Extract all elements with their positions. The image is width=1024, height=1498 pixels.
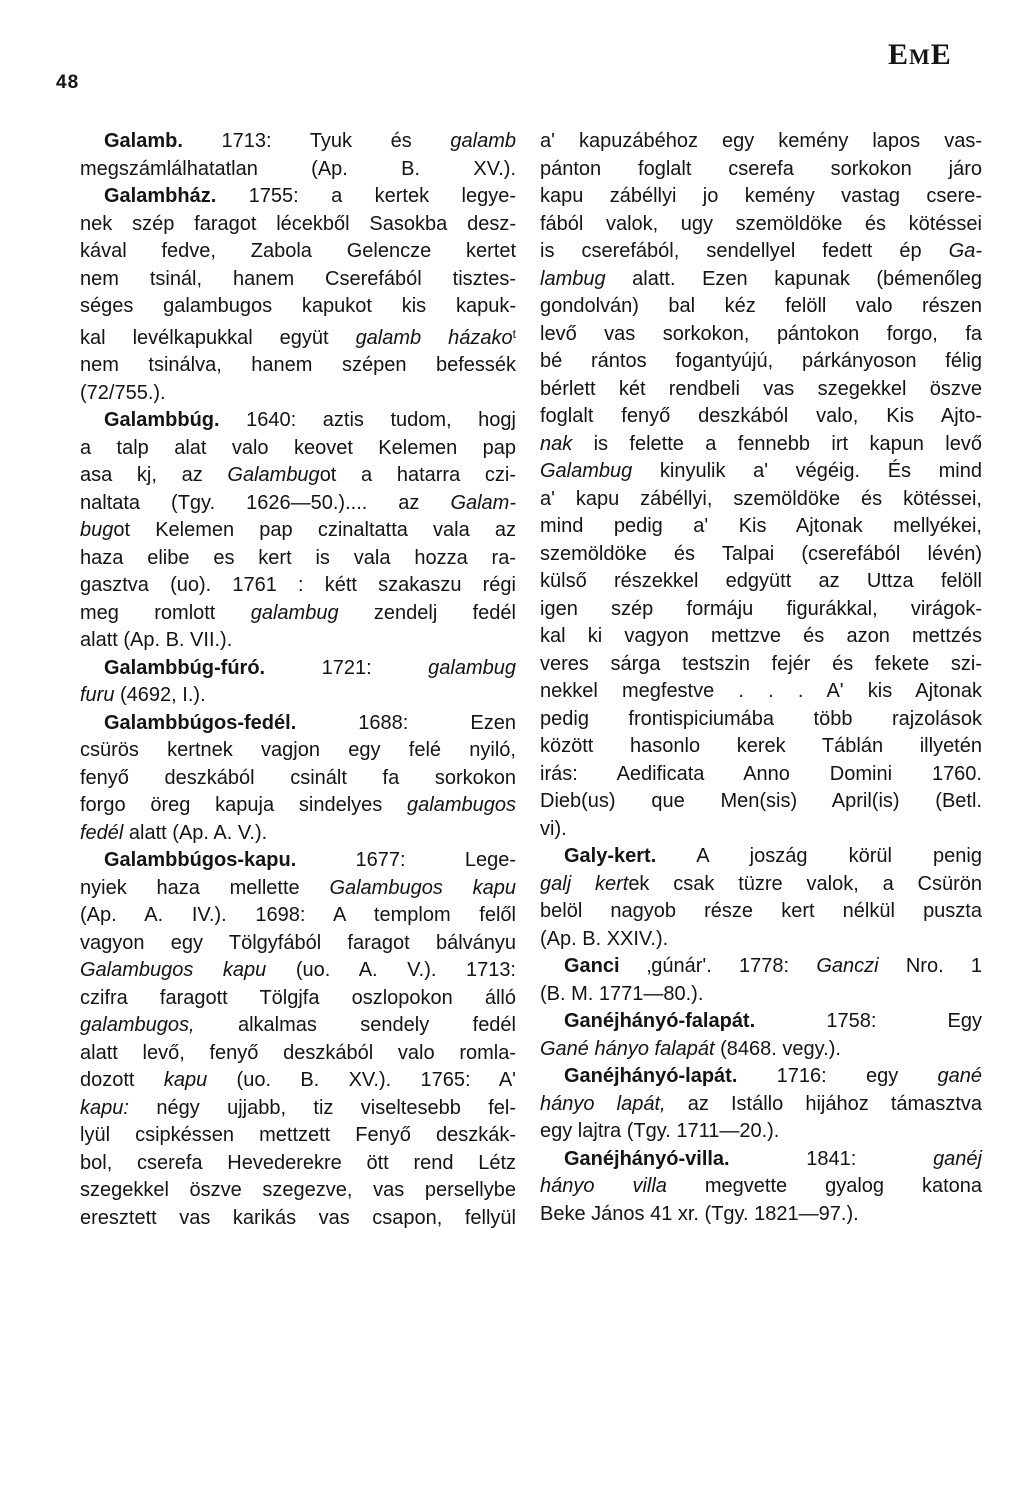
text-line [80,1177,516,1205]
page-number: 48 [56,72,80,93]
italic-term: bug [80,519,114,541]
text-run: is felette a fennebb irt kapun levő [572,432,982,455]
italic-term: galambug [428,656,516,679]
text-line [540,541,982,569]
text-run: eresztett vas karikás vas csapon, fellyül [80,1206,516,1229]
text-line [540,1173,982,1201]
italic-term: galambug [250,601,339,624]
text-line [540,376,982,404]
text-run: is cserefából, sendellyel fedett ép [540,240,949,262]
text-run: (B. M. 1771—80.). [540,982,704,1005]
text-run: meg romlott [80,601,251,624]
entry-line [540,1063,982,1091]
text-run: (4692, I.). [114,684,206,706]
left-column [80,128,516,1232]
text-line [540,1118,982,1146]
text-run: zendelj fedél [338,601,516,624]
headword: Ganéjhányó-lapát. [564,1065,738,1087]
text-run: lyül csipkéssen mettzett Fenyő deszkák- [80,1124,516,1146]
text-line [80,820,516,848]
text-run: asa kj, az [80,464,228,486]
italic-term: kapu [163,1069,208,1091]
text-line [540,486,982,514]
text-run: belöl nagyob része kert nélkül puszta [540,900,982,922]
text-line [540,128,982,156]
text-line [540,431,982,459]
text-run: alatt levő, fenyő deszkából valo romla- [80,1041,516,1064]
italic-term: fedél [80,821,124,844]
text-run: ek csak tüzre valok, a Csürön [628,872,983,895]
text-run: fából valok, ugy szemöldöke és kötéssei [540,212,982,235]
text-run: 1677: Lege- [296,849,516,871]
entry-line [540,1008,982,1036]
italic-term: galamb házako [355,326,513,349]
text-line [540,678,982,706]
text-line [80,985,516,1013]
text-run: megszámlálhatatlan (Ap. B. XV.). [80,157,516,180]
text-run: kal ki vagyon mettzve és azon mettzés [540,625,982,647]
text-run: nem tsinál, hanem Cserefából tisztes- [80,267,516,290]
text-run: nyiek haza mellette [80,876,330,899]
text-line [540,403,982,431]
headword: Galambház. [104,185,217,207]
headword: Ganci [564,955,620,977]
text-run: ot a hatarra czi- [319,464,516,486]
text-run: vagyon egy Tölgyfából faragot bálványu [80,931,516,954]
italic-term: galambugos [407,794,516,816]
entry-line [540,843,982,871]
text-line [80,1040,516,1068]
italic-term: galamb [450,130,516,152]
headword: Galambbúgos-fedél. [104,711,297,734]
entry-line [80,847,516,875]
text-run: a' kapuzábéhoz egy kemény lapos vas- [540,130,982,152]
text-line [540,733,982,761]
text-run: nekkel megfestve . . . A' kis Ajtonak [540,680,982,702]
text-run: séges galambugos kapukot kis kapuk- [80,295,516,317]
text-run: ot Kelemen pap czinaltatta vala az [113,519,516,541]
text-line [540,238,982,266]
text-run: kal levélkapukkal együt [80,326,356,349]
text-run: között hasonlo kerek Táblán illyetén [540,735,982,757]
text-line [80,156,516,184]
text-line [80,792,516,820]
text-line [540,596,982,624]
text-line [540,871,982,899]
text-run: levő vas sorkokon, pántokon forgo, fa [540,322,982,345]
text-line [80,957,516,985]
text-run: Nro. 1 [878,955,982,977]
text-line [80,930,516,958]
text-line [540,266,982,294]
entry-line [80,128,516,156]
text-line [540,321,982,349]
text-line [540,623,982,651]
text-line [540,816,982,844]
superscript: t [512,326,516,341]
text-line [80,1067,516,1095]
italic-term: Galam- [450,491,517,514]
text-line [80,211,516,239]
text-run: (72/755.). [80,381,166,404]
entry-line [80,710,516,738]
text-line [540,183,982,211]
text-run: alatt. Ezen kapunak (bémenőleg [605,267,982,290]
text-line [540,706,982,734]
headword: Ganéjhányó-villa. [564,1147,730,1170]
text-run: az Istállo hijához támasztva [665,1092,982,1115]
text-run: naltata (Tgy. 1626—50.). [80,491,351,514]
italic-term: furu [80,684,115,706]
text-run: (Ap. A. IV.). 1698: A templom felől [80,904,516,926]
running-head-letter: M [909,44,931,69]
text-line [80,765,516,793]
text-run: 1688: Ezen [296,711,516,734]
italic-term: Galambug [227,464,320,486]
text-line [80,737,516,765]
text-run: A joszág körül penig [656,845,982,867]
text-run: szegekkel öszve szegezve, vas persellybe [80,1179,516,1201]
text-run: (8468. vegy.). [714,1037,841,1060]
text-run: csürös kertnek vagjon egy felé nyiló, [80,739,516,761]
entry-line [80,655,516,683]
text-run: veres sárga testszin fejér és fekete szi- [540,652,982,675]
text-run: alkalmas sendely fedél [194,1014,516,1036]
entry-line [80,407,516,435]
text-run: (Ap. B. XXIV.). [540,927,669,950]
text-run: 1713: Tyuk és [182,130,451,152]
running-head-letter: E [888,38,910,71]
text-line [540,513,982,541]
text-run: Beke János 41 xr. (Tgy. 1821—97.). [540,1202,859,1225]
text-run: szemöldöke és Talpai (cserefából lévén) [540,542,982,565]
italic-term: lambug [540,267,606,290]
text-run: gondolván) bal kéz felöll valo részen [540,295,982,317]
text-run: alatt (Ap. A. V.). [123,821,268,844]
text-line [80,1012,516,1040]
text-run: foglalt fenyő deszkából valo, Kis Ajto- [540,405,982,427]
italic-term: galj kert [540,872,629,895]
text-line [540,1091,982,1119]
italic-term: galambugos, [80,1014,195,1036]
text-run: dozott [80,1069,164,1091]
text-run: (uo. B. XV.). 1765: A' [207,1069,516,1091]
text-line [80,490,516,518]
text-line [540,293,982,321]
headword: Galy-kert. [564,845,657,867]
text-run: mind pedig a' Kis Ajtonak mellyékei, [540,515,982,537]
text-run: nem tsinálva, hanem szépen befessék [80,354,516,376]
text-line [80,1122,516,1150]
text-run: forgo öreg kapuja sindelyes [80,794,408,816]
text-run: 1721: [265,656,429,679]
text-run: a' kapu zábéllyi, szemöldöke és kötéssei, [540,487,982,510]
text-run: egy lajtra (Tgy. 1711—20.). [540,1120,780,1142]
text-line [80,875,516,903]
italic-term: ganéj [933,1147,982,1170]
italic-term: hányo villa [540,1175,667,1197]
text-run: irás: Aedificata Anno Domini 1760. [540,762,982,785]
text-line [80,545,516,573]
text-run: 1841: [729,1147,934,1170]
headword: Galamb. [104,130,183,152]
text-line [540,156,982,184]
entry-line [540,1146,982,1174]
text-line [80,462,516,490]
text-run: megvette gyalog katona [666,1175,982,1197]
text-line [80,352,516,380]
running-head-letter: E [930,38,952,71]
text-line [80,572,516,600]
text-line [80,627,516,655]
text-run: 1640: aztis tudom, hogj [219,409,516,431]
text-line [80,293,516,321]
text-run: Dieb(us) que Men(sis) April(is) (Betl. [540,790,982,812]
text-run: 1758: Egy [755,1010,982,1032]
text-line [540,761,982,789]
running-head [888,38,952,72]
text-line [540,788,982,816]
italic-term: Galambugos kapu [80,959,267,981]
text-run: a talp alat valo keovet Kelemen pap [80,436,516,459]
text-run: nek szép faragot lécekből Sasokba desz- [80,212,516,235]
text-line [540,1036,982,1064]
text-run: vi). [540,817,567,840]
text-line [80,1150,516,1178]
text-run: ... az [350,491,451,514]
right-column [540,128,982,1228]
text-line [540,458,982,486]
text-run: bol, cserefa Hevederekre ött rend Létz [80,1151,516,1174]
text-run: pánton foglalt cserefa sorkokon járo [540,157,982,180]
text-line [80,266,516,294]
text-run: igen szép formáju figurákkal, virágok- [540,597,982,620]
text-line [80,682,516,710]
text-line [540,348,982,376]
text-run: ‚gúnár'. 1778: [619,955,817,977]
headword: Ganéjhányó-falapát. [564,1010,756,1032]
text-run: külső részekkel edgyütt az Uttza felöll [540,570,982,592]
text-line [540,651,982,679]
text-line [540,1201,982,1229]
text-run: czifra faragott Tölgjfa oszlopokon álló [80,986,516,1009]
text-run: gasztva (uo). 1761 : kétt szakaszu régi [80,574,516,596]
text-line [540,568,982,596]
text-line [540,211,982,239]
italic-term: Galambug [540,460,633,482]
text-line [80,321,516,353]
italic-term: Galambugos kapu [329,876,516,899]
text-line [540,981,982,1009]
italic-term: Ganczi [816,955,879,977]
entry-line [540,953,982,981]
text-run: négy ujjabb, tiz viseltesebb fel- [128,1096,516,1119]
text-line [80,238,516,266]
italic-term: nak [540,432,573,455]
headword: Galambbúgos-kapu. [104,849,297,871]
text-line [540,898,982,926]
text-line [80,600,516,628]
text-run: 1716: egy [737,1065,938,1087]
text-run: fenyő deszkából csinált fa sorkokon [80,766,516,789]
text-run: bérlett két rendbeli vas szegekkel öszve [540,377,982,400]
text-run: bé rántos fogantyújú, párkányoson félig [540,350,982,372]
italic-term: Gané hányo falapát [540,1037,715,1060]
entry-line [80,183,516,211]
headword: Galambbúg-fúró. [104,656,266,679]
italic-term: kapu: [80,1096,129,1119]
text-run: (uo. A. V.). 1713: [266,959,516,981]
text-run: kinyulik a' végéig. És mind [632,460,982,482]
text-line [80,1095,516,1123]
italic-term: hányo lapát, [540,1092,666,1115]
text-run: alatt (Ap. B. VII.). [80,629,233,651]
text-line [80,517,516,545]
text-run: kával fedve, Zabola Gelencze kertet [80,240,516,262]
text-line [80,435,516,463]
text-line [80,1205,516,1233]
headword: Galambbúg. [104,409,220,431]
text-run: haza elibe es kert is vala hozza ra- [80,546,516,569]
text-line [540,926,982,954]
text-line [80,902,516,930]
text-run: pedig frontispiciumába több rajzolások [540,707,982,730]
text-run: kapu zábéllyi jo kemény vastag csere- [540,185,982,207]
text-line [80,380,516,408]
italic-term: gané [937,1065,982,1087]
text-run: 1755: a kertek legye- [216,185,516,207]
italic-term: Ga- [948,240,982,262]
